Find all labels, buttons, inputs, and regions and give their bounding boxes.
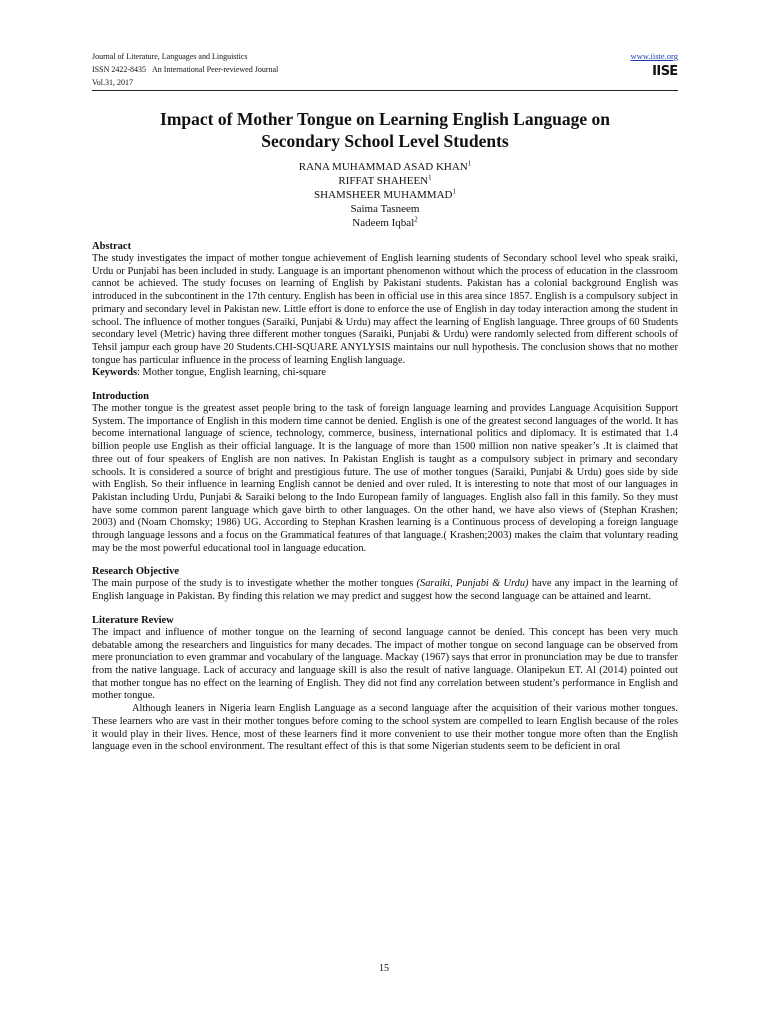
author: Saima Tasneem bbox=[350, 203, 420, 215]
author: SHAMSHEER MUHAMMAD$^1$ bbox=[314, 187, 456, 201]
author: RIFFAT SHAHEEN$^1$ bbox=[338, 173, 432, 187]
iiste-logo-icon: IISƎ bbox=[652, 64, 678, 79]
objective-heading: Research Objective bbox=[92, 566, 179, 578]
abstract-section bbox=[92, 240, 678, 380]
introduction-heading: Introduction bbox=[92, 391, 149, 403]
journal-branding bbox=[631, 50, 678, 79]
keywords-label: Keywords bbox=[92, 367, 138, 379]
journal-info bbox=[92, 50, 278, 89]
abstract-text: The study investigates the impact of mother tongue achievement of English learning students of Secondary school level who speak sraiki, Urdu or Punjabi has been included in study. Language is an important phenomenon without which the process of education in the classroom cannot be achieved. The study focuses on learning of English by Pakistani students. Pakistan has a colonial background English was introduced in the subcontinent in the 17th century. English has been in official use in this area since 1857. English is a compulsory subject in primary and secondary level in Pakistan new. Little effort is done to enforce the use of English in day today interaction among the student in school. The influence of mother tongues (Saraiki, Punjabi & Urdu) may affect the learning of English language. Three groups of 60 Students secondary level (Metric) having three different mother tongues (Saraiki, Punjabi & Urdu) were randomly selected from different schools of Tehsil jampur each group have 20 Students.CHI-SQUARE ANYLYSIS maintains our null hypothesis. The conclusion shows that no mother tongue has particular influence in the process of learning English language. bbox=[92, 253, 678, 366]
literature-section bbox=[92, 614, 678, 754]
journal-url-link[interactable]: www.iiste.org bbox=[630, 51, 678, 61]
introduction-text: The mother tongue is the greatest asset people bring to the task of foreign language learning and provides Language Acquisition Support System. The importance of English in this modern time cannot be denied. English is one of the greatest second languages of the world. It has become international language of science, technology, commerce, business, international politics and diplomacy. It is estimated that 1.4 billion people use English as their official language. It is the language of more than 1500 million non native speaker’s .It is claimed that three out of four speakers of English are non natives. In Pakistan English is taught as a compulsory subject in primary and secondary schools. It is considered a source of bright and prestigious future. The use of mother tongues (Saraiki, Punjabi & Urdu) goes side by side with English. So their influence in learning English cannot be denied and over ruled. It is interesting to note that most of our languages in Pakistan including Urdu, Punjabi & Saraiki belong to the Indo European family of languages. English also fall in this family. So they must have some common parent language which gave birth to other languages. On the other hand, we have also views of (Stephan Krashen; 2003) and (Noam Chomsky; 1986) UG. According to Stephan Krashen learning is a Continuous process of developing a foreign language through language lessons and a focus on the Grammatical features of that language.( Krashen;2003) makes the claim that voluntary reading may be the most powerful educational tool in language education. bbox=[92, 403, 678, 554]
author: Nadeem Iqbal$^2$ bbox=[352, 215, 418, 229]
keywords-line bbox=[92, 367, 678, 380]
author: RANA MUHAMMAD ASAD KHAN$^1$ bbox=[298, 159, 472, 173]
keywords-text: : Mother tongue, English learning, chi-square bbox=[137, 367, 327, 379]
literature-paragraph-2: Although leaners in Nigeria learn English Language as a second language after the acquisition of their various mother tongues. These learners who are vast in their mother tongues before coming to the school system are compelled to learn English because of the roles it would play in their lives. Hence, most of these learners find it more convenient to use their mother tongue more often than the English language even in the school environment. The resultant effect of this is that some Nigerian students seem to be deficient in oral bbox=[92, 703, 678, 753]
issn: ISSN 2422-8435 bbox=[92, 65, 147, 74]
objective-section bbox=[92, 565, 678, 603]
author-list bbox=[92, 160, 678, 230]
volume: Vol.31, 2017 bbox=[92, 78, 133, 87]
abstract-heading: Abstract bbox=[92, 241, 132, 252]
title-line-1: Impact of Mother Tongue on Learning English Language on bbox=[160, 109, 610, 129]
title-line-2: Secondary School Level Students bbox=[261, 131, 509, 151]
journal-name: Journal of Literature, Languages and Linguistics bbox=[92, 52, 248, 61]
paper-page bbox=[92, 50, 678, 754]
literature-paragraph-1: The impact and influence of mother tongue on the learning of second language cannot be denied. This concept has been very much debatable among the researchers and linguistics for many decades. The impact of mother tongue on second language can be observed from mere pronunciation to even grammar and vocabulary of the language. Mackay (1967) says that error in pronunciation may be due to transfer from the native language. Lack of accuracy and language skill is also the result of native language. Olanipekun ET. Al (2014) pointed out that mother tongue has no effect on the learning of English. They did not find any correlation between student’s performance in English and mother tongue. bbox=[92, 626, 678, 702]
paper-title bbox=[92, 108, 678, 152]
header-divider bbox=[92, 90, 678, 91]
journal-type: An International Peer-reviewed Journal bbox=[152, 65, 279, 74]
literature-heading: Literature Review bbox=[92, 614, 174, 626]
journal-header bbox=[92, 50, 678, 90]
objective-text: The main purpose of the study is to investigate whether the mother tongues (Saraiki, Punjabi & Urdu) have any impact in the learning of English language in Pakistan. By finding this relation we may predict and suggest how the second language can be attained and learnt. bbox=[92, 578, 678, 603]
introduction-section bbox=[92, 390, 678, 555]
page-number: 15 bbox=[379, 963, 389, 974]
issn-line bbox=[92, 63, 278, 76]
